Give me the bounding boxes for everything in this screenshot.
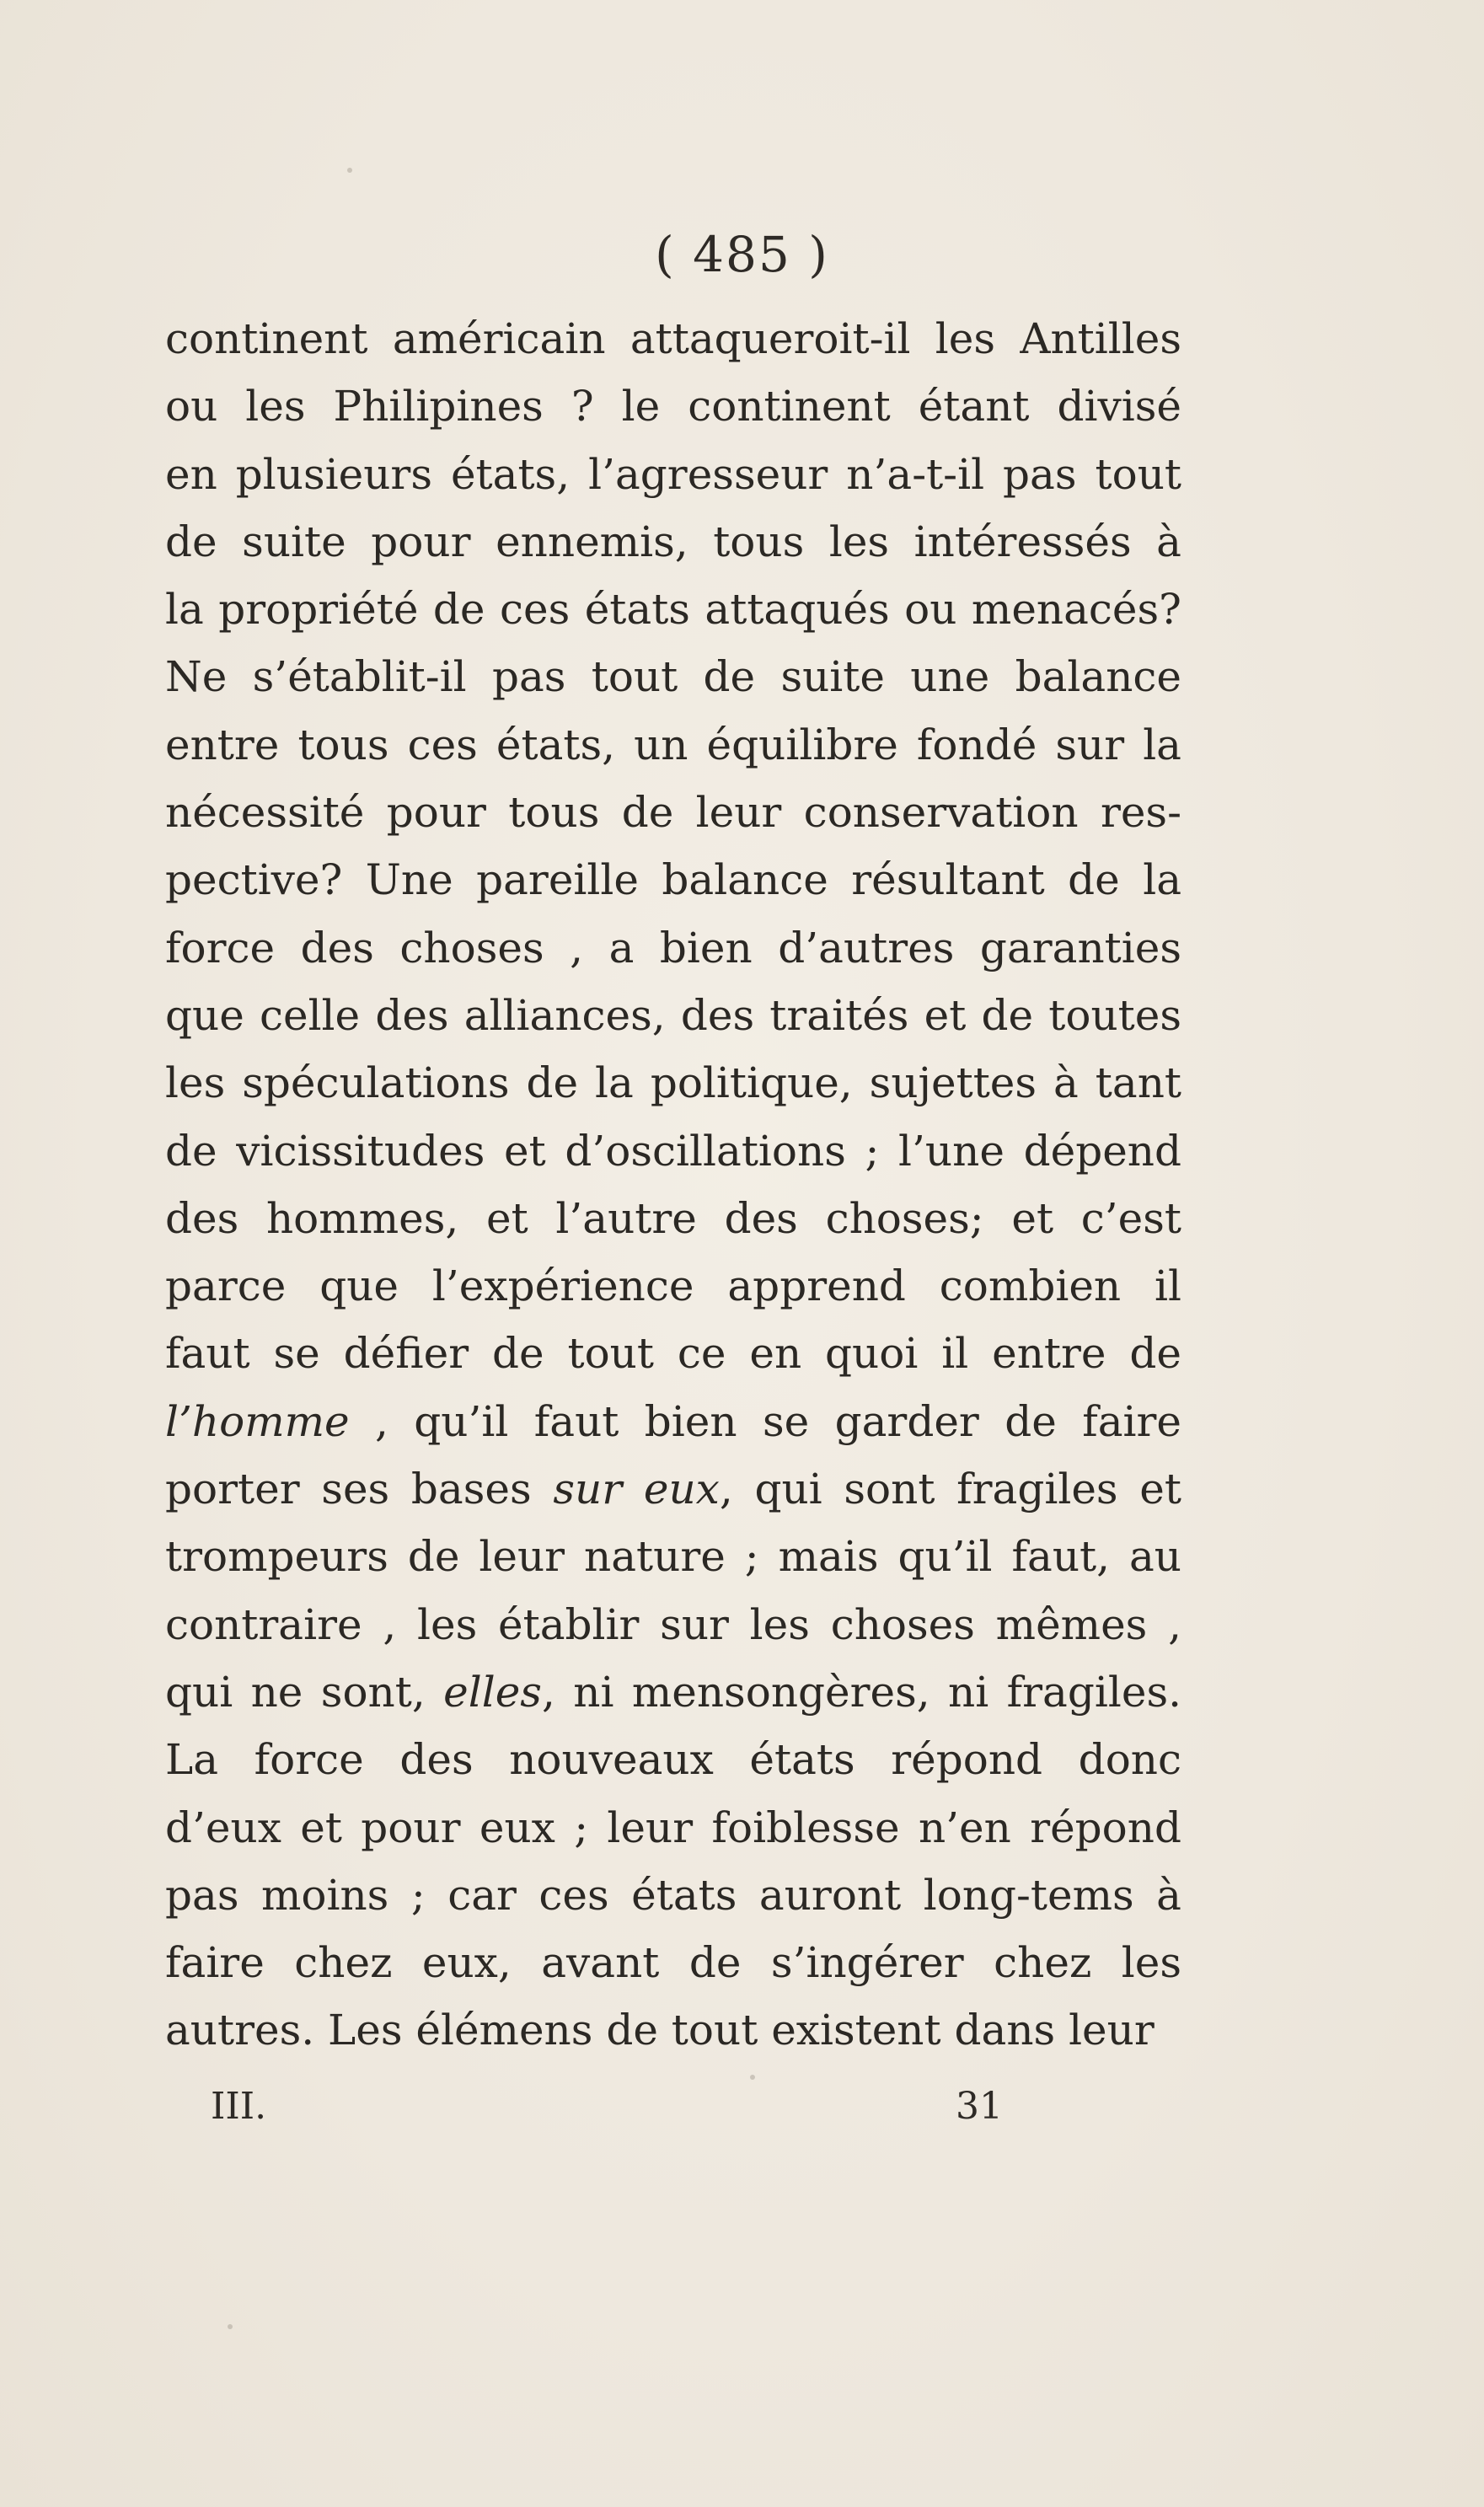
line-text: qui ne sont,: [165, 1667, 444, 1717]
text-line: d’eux et pour eux ; leur foiblesse n’en répond: [165, 1803, 1181, 1852]
text-line: [165, 1388, 1181, 1455]
text-line: entre tous ces états, un équilibre fondé sur la: [165, 720, 1181, 769]
paper-speck: [228, 2324, 233, 2329]
text-line: parce que l’expérience apprend combien il: [165, 1262, 1181, 1311]
page-number: ( 485 ): [655, 226, 829, 283]
text-line: pas moins ; car ces états auront long-tems à: [165, 1870, 1181, 1920]
italic-text: elles: [443, 1667, 542, 1717]
italic-text: l’homme: [165, 1396, 350, 1446]
text-line: faire chez eux, avant de s’ingérer chez les: [165, 1938, 1181, 1988]
text-line: force des choses , a bien d’autres garanties: [165, 923, 1181, 972]
text-line: ou les Philipines ? le continent étant divisé: [165, 382, 1181, 431]
text-line: La force des nouveaux états répond donc: [165, 1735, 1181, 1785]
text-line: Ne s’établit-il pas tout de suite une balance: [165, 652, 1181, 702]
text-line: les spéculations de la politique, sujettes à tant: [165, 1058, 1181, 1108]
italic-text: sur eux: [553, 1465, 720, 1514]
text-line: autres. Les élémens de tout existent dans leur: [165, 2006, 1155, 2055]
text-line: continent américain attaqueroit-il les Antilles: [165, 314, 1181, 363]
text-line: trompeurs de leur nature ; mais qu’il faut, au: [165, 1532, 1181, 1582]
paper-speck: [347, 168, 352, 173]
volume-signature: III.: [211, 2085, 267, 2128]
line-text: porter ses bases: [165, 1465, 554, 1514]
text-line: que celle des alliances, des traités et de toutes: [165, 990, 1181, 1040]
page-footer: [0, 2085, 1484, 2135]
body-text: [165, 305, 1181, 2065]
text-line: contraire , les établir sur les choses mêmes ,: [165, 1599, 1181, 1649]
text-line: [165, 1658, 1181, 1726]
gathering-signature: 31: [956, 2085, 1003, 2128]
text-line: de suite pour ennemis, tous les intéressés à: [165, 517, 1181, 566]
text-line: [165, 1455, 1181, 1523]
text-line: pective? Une pareille balance résultant de la: [165, 855, 1181, 905]
line-text: , ni mensongères, ni fragiles.: [541, 1667, 1181, 1717]
line-text: , qui sont fragiles et: [719, 1465, 1181, 1514]
text-line: des hommes, et l’autre des choses; et c’est: [165, 1193, 1181, 1243]
paper-speck: [750, 2075, 755, 2080]
text-line: de vicissitudes et d’oscillations ; l’une dépend: [165, 1126, 1181, 1176]
text-line: faut se défier de tout ce en quoi il entre de: [165, 1329, 1181, 1379]
text-line: nécessité pour tous de leur conservation res-: [165, 788, 1181, 838]
text-line: en plusieurs états, l’agresseur n’a-t-il pas tout: [165, 449, 1181, 499]
text-line: la propriété de ces états attaqués ou menacés?: [165, 585, 1181, 635]
line-text: , qu’il faut bien se garder de faire: [349, 1396, 1181, 1446]
